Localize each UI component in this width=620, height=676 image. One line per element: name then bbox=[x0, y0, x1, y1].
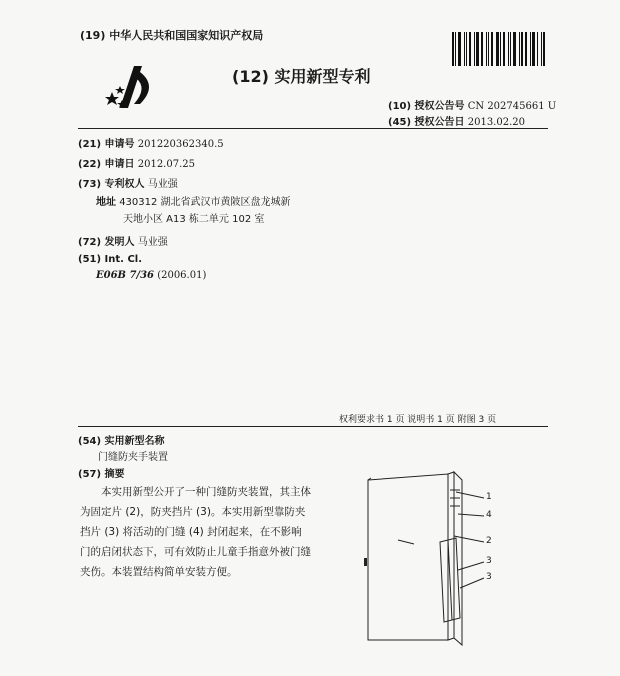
barcode bbox=[452, 32, 547, 66]
barcode-bar bbox=[521, 32, 523, 66]
barcode-bar bbox=[455, 32, 456, 66]
title-label: (54) 实用新型名称 bbox=[78, 436, 165, 447]
barcode-bar bbox=[464, 32, 465, 66]
barcode-bar bbox=[458, 32, 461, 66]
document-type: (12) 实用新型专利 bbox=[232, 67, 371, 86]
pages-divider bbox=[78, 426, 548, 427]
grant-number: CN 202745661 U bbox=[467, 101, 557, 112]
header-divider bbox=[78, 128, 548, 129]
callout-label: 3 bbox=[486, 572, 492, 582]
inventor-name: 马业强 bbox=[137, 237, 168, 248]
barcode-bar bbox=[508, 32, 509, 66]
barcode-bar bbox=[496, 32, 499, 66]
application-number-row bbox=[78, 135, 224, 150]
office-name: (19) 中华人民共和国国家知识产权局 bbox=[80, 29, 264, 42]
application-date-label: (22) 申请日 bbox=[78, 159, 135, 170]
grant-date-label: (45) 授权公告日 bbox=[388, 117, 465, 128]
barcode-bar bbox=[525, 32, 527, 66]
callout-label: 1 bbox=[486, 492, 492, 502]
abstract-text: 本实用新型公开了一种门缝防夹装置，其主体为固定片 (2)，防夹挡片 (3)。本实用新型靠防夹挡片 (3) 将活动的门缝 (4) 封闭起来，在不影响门的启闭状态下，可有效防止儿童手指意外被门缝夹伤。本装置结构简单安装方便。 bbox=[80, 486, 311, 578]
barcode-bar bbox=[476, 32, 479, 66]
pages-info: 权利要求书 1 页 说明书 1 页 附图 3 页 bbox=[339, 415, 497, 425]
inventor-row bbox=[78, 233, 168, 248]
cnipa-logo bbox=[104, 62, 158, 118]
grant-date-row bbox=[388, 113, 525, 128]
barcode-bar bbox=[469, 32, 471, 66]
barcode-bar bbox=[500, 32, 501, 66]
intcl-year: (2006.01) bbox=[157, 270, 207, 281]
application-date: 2012.07.25 bbox=[137, 159, 195, 170]
grant-number-label: (10) 授权公告号 bbox=[388, 101, 465, 112]
address-line-1: 430312 湖北省武汉市黄陂区盘龙城新 bbox=[119, 197, 291, 208]
barcode-bar bbox=[532, 32, 535, 66]
barcode-bar bbox=[541, 32, 542, 66]
inventor-label: (72) 发明人 bbox=[78, 237, 135, 248]
address-label: 地址 bbox=[96, 197, 116, 208]
barcode-bar bbox=[543, 32, 545, 66]
intcl-row bbox=[96, 270, 206, 281]
patentee-name: 马业强 bbox=[147, 179, 178, 190]
patentee-row bbox=[78, 175, 178, 190]
door-figure bbox=[358, 470, 508, 652]
application-number-label: (21) 申请号 bbox=[78, 139, 135, 150]
barcode-bar bbox=[452, 32, 454, 66]
barcode-bar bbox=[503, 32, 505, 66]
application-number: 201220362340.5 bbox=[137, 139, 224, 150]
intcl-code: E06B 7/36 bbox=[96, 270, 154, 281]
barcode-bar bbox=[491, 32, 493, 66]
barcode-bar bbox=[488, 32, 489, 66]
barcode-bar bbox=[530, 32, 531, 66]
address-row bbox=[96, 193, 291, 208]
callout-label: 3 bbox=[486, 556, 492, 566]
barcode-bar bbox=[481, 32, 483, 66]
barcode-bar bbox=[466, 32, 467, 66]
barcode-bar bbox=[486, 32, 487, 66]
barcode-bar bbox=[519, 32, 520, 66]
application-date-row bbox=[78, 155, 195, 170]
address-line-2: 天地小区 A13 栋二单元 102 室 bbox=[123, 214, 265, 225]
intcl-label: (51) Int. Cl. bbox=[78, 254, 143, 265]
barcode-bar bbox=[474, 32, 475, 66]
barcode-bar bbox=[513, 32, 516, 66]
callout-label: 4 bbox=[486, 510, 492, 520]
grant-date: 2013.02.20 bbox=[467, 117, 525, 128]
utility-model-title: 门缝防夹手装置 bbox=[98, 452, 168, 463]
callout-label: 2 bbox=[486, 536, 492, 546]
barcode-bar bbox=[537, 32, 538, 66]
grant-number-row bbox=[388, 97, 556, 112]
abstract-label: (57) 摘要 bbox=[78, 469, 125, 480]
barcode-bar bbox=[510, 32, 511, 66]
patentee-label: (73) 专利权人 bbox=[78, 179, 145, 190]
